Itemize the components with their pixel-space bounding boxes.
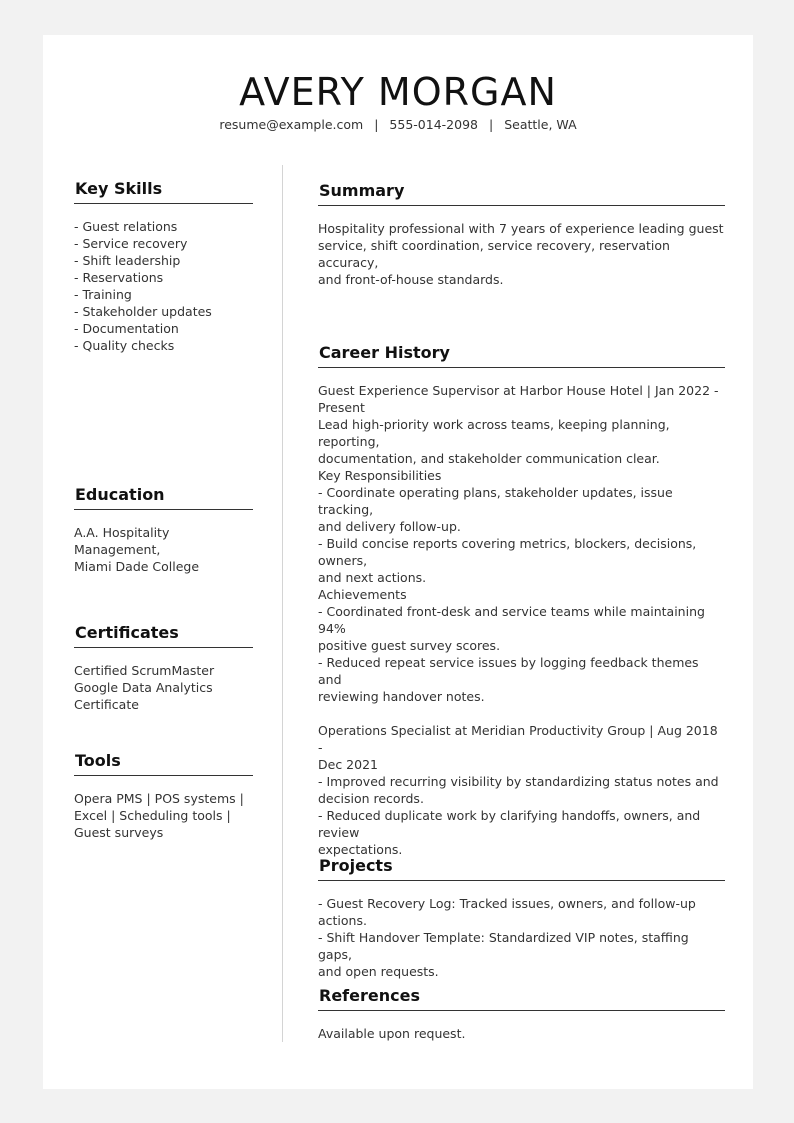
job-line: - Improved recurring visibility by standardizing status notes and — [318, 774, 719, 789]
skill-item: - Reservations — [74, 270, 164, 285]
summary-line: service, shift coordination, service recovery, reservation accuracy, — [318, 238, 670, 270]
tools-section — [74, 751, 253, 841]
job-line: - Coordinate operating plans, stakeholder updates, issue tracking, — [318, 485, 673, 517]
skill-item: - Documentation — [74, 321, 179, 336]
skill-item: - Guest relations — [74, 219, 178, 234]
job-line: and delivery follow-up. — [318, 519, 461, 534]
skill-item: - Service recovery — [74, 236, 188, 251]
job-line: Operations Specialist at Meridian Productivity Group | Aug 2018 - — [318, 723, 718, 755]
skill-item: - Training — [74, 287, 132, 302]
projects-title: Projects — [318, 856, 725, 881]
tools-line: Opera PMS | POS systems | — [74, 791, 244, 806]
project-line: - Guest Recovery Log: Tracked issues, owners, and follow-up — [318, 896, 696, 911]
job-line: positive guest survey scores. — [318, 638, 501, 653]
summary-line: Hospitality professional with 7 years of experience leading guest — [318, 221, 724, 236]
job-line: decision records. — [318, 791, 424, 806]
certificates-section — [74, 623, 253, 713]
references-title: References — [318, 986, 725, 1011]
certificates-title: Certificates — [74, 623, 253, 648]
projects-section — [318, 856, 725, 980]
certificate-line: Certified ScrumMaster — [74, 663, 215, 678]
education-body — [74, 524, 253, 575]
summary-title: Summary — [318, 181, 725, 206]
job-line: - Build concise reports covering metrics, blockers, decisions, owners, — [318, 536, 697, 568]
tools-body — [74, 790, 253, 841]
summary-body — [318, 220, 725, 288]
job-line: reviewing handover notes. — [318, 689, 485, 704]
skills-list — [74, 218, 253, 354]
job-line: Dec 2021 — [318, 757, 378, 772]
candidate-name: AVERY MORGAN — [239, 70, 557, 114]
certificates-body — [74, 662, 253, 713]
education-section — [74, 485, 253, 575]
job-line: - Reduced duplicate work by clarifying handoffs, owners, and review — [318, 808, 701, 840]
references-line: Available upon request. — [318, 1026, 466, 1041]
references-section — [318, 986, 725, 1042]
skills-section — [74, 179, 253, 354]
skills-title: Key Skills — [74, 179, 253, 204]
job-line: - Reduced repeat service issues by logging feedback themes and — [318, 655, 699, 687]
contact-separator: | — [488, 117, 494, 132]
certificate-line: Certificate — [74, 697, 139, 712]
job-line: expectations. — [318, 842, 403, 857]
skill-item: - Stakeholder updates — [74, 304, 212, 319]
contact-separator: | — [374, 117, 379, 132]
contact-line — [43, 117, 753, 133]
summary-line: and front-of-house standards. — [318, 272, 504, 287]
tools-line: Excel | Scheduling tools | — [74, 808, 231, 823]
project-line: - Shift Handover Template: Standardized VIP notes, staffing gaps, — [318, 930, 689, 962]
project-line: actions. — [318, 913, 367, 928]
contact-email: resume@example.com — [219, 117, 364, 132]
project-line: and open requests. — [318, 964, 439, 979]
education-title: Education — [74, 485, 253, 510]
contact-phone: 555-014-2098 — [389, 117, 478, 132]
career-body — [318, 382, 725, 858]
career-section — [318, 343, 725, 858]
resume-page — [43, 35, 753, 1089]
job-line: and next actions. — [318, 570, 427, 585]
certificate-line: Google Data Analytics — [74, 680, 213, 695]
education-line: Miami Dade College — [74, 559, 200, 574]
job-line: Achievements — [318, 587, 407, 602]
skill-item: - Shift leadership — [74, 253, 181, 268]
tools-line: Guest surveys — [74, 825, 164, 840]
summary-section — [318, 181, 725, 288]
column-divider — [282, 165, 283, 1042]
job-line: Guest Experience Supervisor at Harbor House Hotel | Jan 2022 - — [318, 383, 719, 398]
job-entry — [318, 722, 725, 858]
contact-location: Seattle, WA — [504, 117, 577, 132]
skill-item: - Quality checks — [74, 338, 175, 353]
job-line: Key Responsibilities — [318, 468, 442, 483]
career-title: Career History — [318, 343, 725, 368]
projects-body — [318, 895, 725, 980]
references-body — [318, 1025, 725, 1042]
tools-title: Tools — [74, 751, 253, 776]
job-entry — [318, 382, 725, 705]
job-line: Present — [318, 400, 365, 415]
education-line: A.A. Hospitality Management, — [74, 525, 170, 557]
job-line: Lead high-priority work across teams, keeping planning, reporting, — [318, 417, 670, 449]
job-line: - Coordinated front-desk and service teams while maintaining 94% — [318, 604, 705, 636]
resume-header — [43, 71, 753, 133]
job-line: documentation, and stakeholder communication clear. — [318, 451, 660, 466]
